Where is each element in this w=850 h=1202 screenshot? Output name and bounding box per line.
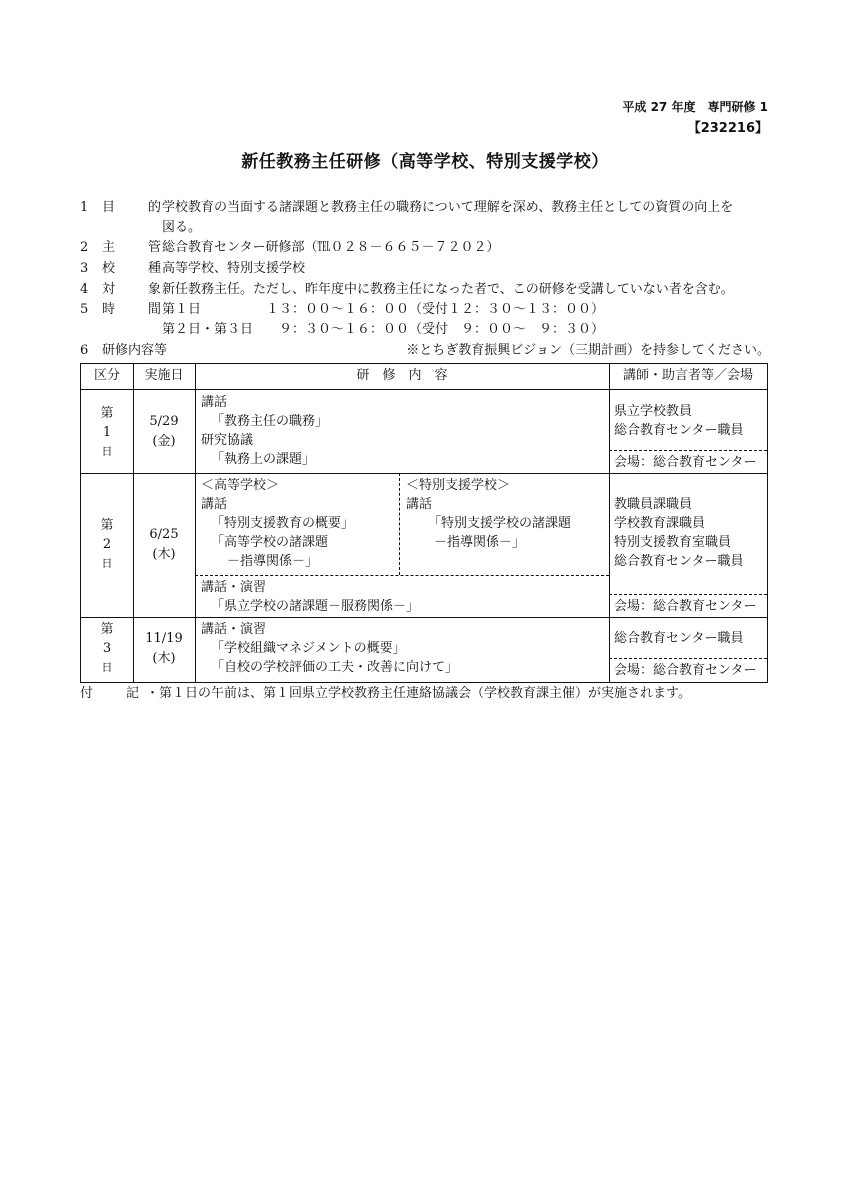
kubun-char: 1	[102, 425, 112, 440]
lecturer-line: 特別支援教育室職員	[614, 535, 732, 550]
day2-common	[201, 578, 419, 616]
day3-content	[201, 620, 458, 677]
item-4-target	[80, 280, 780, 300]
kubun-char: 日	[101, 445, 113, 458]
course-code: 【232216】	[687, 121, 768, 136]
date-text: 5/29	[149, 414, 179, 429]
content-line: 「県立学校の諸課題－服務関係－」	[211, 599, 420, 614]
content-line: －指導関係－」	[434, 535, 526, 550]
item-label: 目 的	[102, 200, 172, 215]
item-5-time-cont	[80, 320, 780, 340]
section-6-label: 研修内容等	[102, 343, 168, 358]
day3-venue: 会場：総合教育センター	[614, 663, 757, 678]
page-title: 新任教務主任研修（高等学校、特別支援学校）	[241, 152, 609, 172]
day1-lecturers	[614, 402, 743, 440]
day3-lecturers	[614, 629, 743, 648]
content-line: 講話・演習	[201, 580, 267, 595]
schedule-table	[80, 363, 768, 683]
day2-lecturers	[614, 495, 743, 571]
day3-date	[137, 629, 191, 669]
content-line: ＜特別支援学校＞	[406, 478, 511, 493]
item-number: 6	[80, 343, 89, 358]
content-line: 「高等学校の諸課題	[211, 535, 329, 550]
item-1-purpose	[80, 198, 780, 218]
day1-kubun	[76, 404, 138, 461]
content-line: －指導関係－」	[227, 554, 319, 569]
kubun-char: 2	[102, 537, 112, 552]
content-line: 講話	[201, 497, 228, 512]
item-label: 主 管	[102, 240, 172, 255]
content-line: 講話・演習	[201, 622, 267, 637]
item-text: 第１日 １３：００～１６：００（受付１２：３０～１３：００）	[162, 302, 605, 317]
header-date: 実施日	[144, 368, 184, 383]
lecturer-line: 教職員課職員	[614, 497, 693, 512]
item-number: 4	[80, 282, 89, 297]
item-1-purpose-cont	[80, 218, 780, 238]
item-label: 校 種	[102, 261, 172, 276]
kubun-char: 日	[101, 661, 113, 674]
kubun-char: 第	[100, 622, 114, 637]
content-line: 「特別支援学校の諸課題	[428, 516, 572, 531]
content-line: 「特別支援教育の概要」	[211, 516, 355, 531]
footnote	[80, 684, 780, 704]
footnote-text: ・第１日の午前は、第１回県立学校教務主任連絡協議会（学校教育課主催）が実施されます。	[146, 686, 691, 701]
kubun-char: 第	[100, 406, 114, 421]
content-line: ＜高等学校＞	[201, 478, 280, 493]
day1-content	[201, 393, 328, 469]
item-number: 2	[80, 240, 89, 255]
lecturer-line: 総合教育センター職員	[614, 631, 744, 646]
content-line: 「教務主任の職務」	[211, 414, 329, 429]
day2-special-school	[406, 476, 571, 552]
content-line: 講話	[406, 497, 433, 512]
day1-date	[137, 412, 191, 452]
day2-kubun	[76, 516, 138, 573]
kubun-char: 第	[100, 518, 114, 533]
header-lecturers: 講師・助言者等／会場	[622, 368, 753, 383]
item-number: 3	[80, 261, 89, 276]
date-text: 11/19	[145, 631, 183, 646]
item-text: 総合教育センター研修部（℡０２８－６６５－７２０２）	[162, 240, 500, 255]
day2-date	[137, 525, 191, 565]
item-2-organizer	[80, 238, 780, 258]
section-6-note: ※とちぎ教育振興ビジョン（三期計画）を持参してください。	[406, 343, 770, 358]
lecturer-line: 総合教育センター職員	[614, 423, 744, 438]
section-6-heading	[80, 341, 780, 361]
lecturer-line: 県立学校教員	[614, 404, 693, 419]
day2-venue: 会場：総合教育センター	[614, 599, 757, 614]
weekday-text: (木)	[152, 651, 176, 666]
item-text: 図る。	[162, 220, 202, 235]
item-label: 対 象	[102, 282, 172, 297]
item-text: 新任教務主任。ただし、昨年度中に教務主任になった者で、この研修を受講していない者を含む。	[162, 282, 734, 297]
item-number: 1	[80, 200, 89, 215]
day1-venue: 会場：総合教育センター	[614, 455, 757, 470]
item-text: 高等学校、特別支援学校	[162, 261, 306, 276]
day2-high-school	[201, 476, 354, 571]
lecturer-line: 学校教育課職員	[614, 516, 706, 531]
item-5-time	[80, 300, 780, 320]
weekday-text: (金)	[152, 434, 176, 449]
fiscal-year-line: 平成 27 年度 専門研修 1	[622, 100, 768, 114]
date-text: 6/25	[149, 527, 179, 542]
content-line: 「執務上の課題」	[211, 452, 316, 467]
content-line: 「学校組織マネジメントの概要」	[211, 641, 406, 656]
content-line: 「自校の学校評価の工夫・改善に向けて」	[211, 660, 459, 675]
header-kubun: 区分	[93, 368, 120, 383]
weekday-text: (木)	[152, 547, 176, 562]
content-line: 講話	[201, 395, 228, 410]
item-label: 時 間	[102, 302, 172, 317]
content-line: 研究協議	[201, 433, 254, 448]
header-content: 研 修 内 容	[356, 368, 448, 383]
footnote-label: 付 記	[80, 686, 150, 701]
item-text: 第２日・第３日 ９：３０～１６：００（受付 ９：００～ ９：３０）	[162, 322, 605, 337]
kubun-char: 日	[101, 557, 113, 570]
kubun-char: 3	[102, 641, 112, 656]
day3-kubun	[76, 620, 138, 677]
lecturer-line: 総合教育センター職員	[614, 554, 744, 569]
item-text: 学校教育の当面する諸課題と教務主任の職務について理解を深め、教務主任としての資質の向上を	[162, 200, 734, 215]
item-number: 5	[80, 302, 89, 317]
item-3-school-type	[80, 259, 780, 279]
